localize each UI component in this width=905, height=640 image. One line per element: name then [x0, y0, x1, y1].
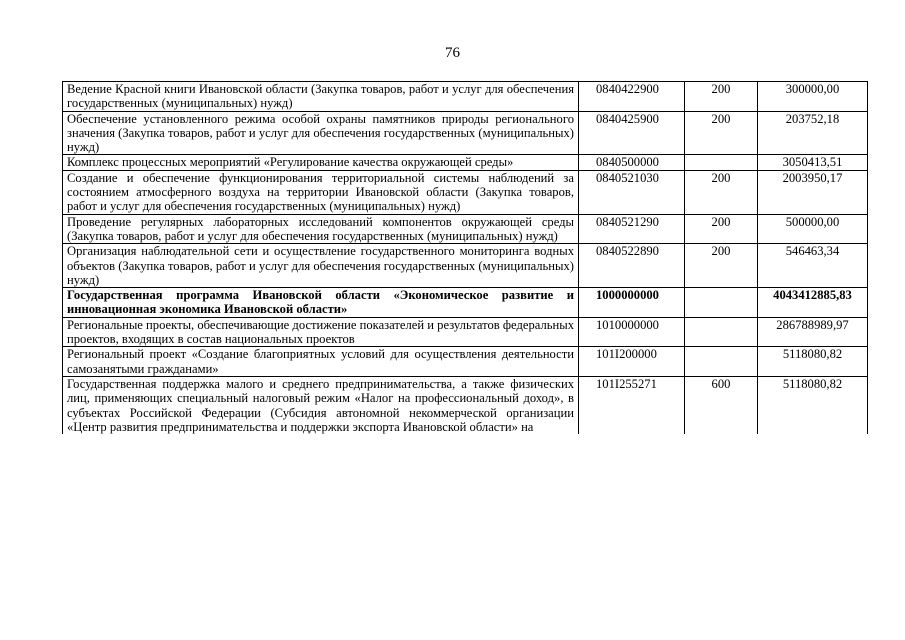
table-row [63, 347, 868, 377]
row-name: Государственная программа Ивановской области «Экономическое развитие и инновационная экономика Ивановской области» [63, 288, 579, 318]
row-expense-type: 200 [685, 111, 758, 155]
row-name: Региональные проекты, обеспечивающие достижение показателей и результатов федеральных проектов, входящих в состав национальных проектов [63, 317, 579, 347]
row-sum: 286788989,97 [758, 317, 868, 347]
row-sum: 5118080,82 [758, 376, 868, 434]
row-sum: 2003950,17 [758, 170, 868, 214]
row-name: Государственная поддержка малого и среднего предпринимательства, а также физических лиц, применяющих специальный налоговый режим «Налог на профессиональный доход», в субъектах Российской Федерации (Субсидия автономной некоммерческой организации «Центр развития предпринимательства и поддержки экспорта Ивановской области» на [63, 376, 579, 434]
row-sum: 5118080,82 [758, 347, 868, 377]
row-code: 101I255271 [579, 376, 685, 434]
row-expense-type: 200 [685, 214, 758, 244]
row-expense-type: 200 [685, 82, 758, 112]
row-code: 0840422900 [579, 82, 685, 112]
table-row [63, 111, 868, 155]
table-row [63, 82, 868, 112]
row-name: Создание и обеспечение функционирования территориальной системы наблюдений за состоянием атмосферного воздуха на территории Ивановской области (Закупка товаров, работ и услуг для обеспечения государственных (муниципальных) нужд) [63, 170, 579, 214]
row-sum: 500000,00 [758, 214, 868, 244]
row-sum: 4043412885,83 [758, 288, 868, 318]
row-sum: 203752,18 [758, 111, 868, 155]
row-name: Региональный проект «Создание благоприятных условий для осуществления деятельности самозанятыми гражданами» [63, 347, 579, 377]
row-code: 0840425900 [579, 111, 685, 155]
table-row [63, 170, 868, 214]
row-code: 1010000000 [579, 317, 685, 347]
row-name: Комплекс процессных мероприятий «Регулирование качества окружающей среды» [63, 155, 579, 170]
table-row [63, 214, 868, 244]
row-name: Обеспечение установленного режима особой охраны памятников природы регионального значения (Закупка товаров, работ и услуг для обеспечения государственных (муниципальных) нужд) [63, 111, 579, 155]
row-expense-type [685, 347, 758, 377]
row-code: 1000000000 [579, 288, 685, 318]
row-code: 0840500000 [579, 155, 685, 170]
row-expense-type [685, 155, 758, 170]
row-name: Организация наблюдательной сети и осуществление государственного мониторинга водных объектов (Закупка товаров, работ и услуг для обеспечения государственных (муниципальных) нужд) [63, 244, 579, 288]
row-expense-type [685, 288, 758, 318]
row-sum: 546463,34 [758, 244, 868, 288]
row-expense-type: 200 [685, 244, 758, 288]
row-name: Ведение Красной книги Ивановской области (Закупка товаров, работ и услуг для обеспечения государственных (муниципальных) нужд) [63, 82, 579, 112]
row-code: 101I200000 [579, 347, 685, 377]
budget-table [62, 81, 868, 434]
row-expense-type: 600 [685, 376, 758, 434]
table-row-program-total [63, 288, 868, 318]
table-row [63, 155, 868, 170]
row-sum: 3050413,51 [758, 155, 868, 170]
row-expense-type: 200 [685, 170, 758, 214]
table-row [63, 244, 868, 288]
row-code: 0840522890 [579, 244, 685, 288]
row-code: 0840521290 [579, 214, 685, 244]
row-expense-type [685, 317, 758, 347]
table-row [63, 376, 868, 434]
row-code: 0840521030 [579, 170, 685, 214]
row-name: Проведение регулярных лабораторных исследований компонентов окружающей среды (Закупка товаров, работ и услуг для обеспечения государственных (муниципальных) нужд) [63, 214, 579, 244]
table-row [63, 317, 868, 347]
page-number: 76 [445, 45, 460, 61]
row-sum: 300000,00 [758, 82, 868, 112]
